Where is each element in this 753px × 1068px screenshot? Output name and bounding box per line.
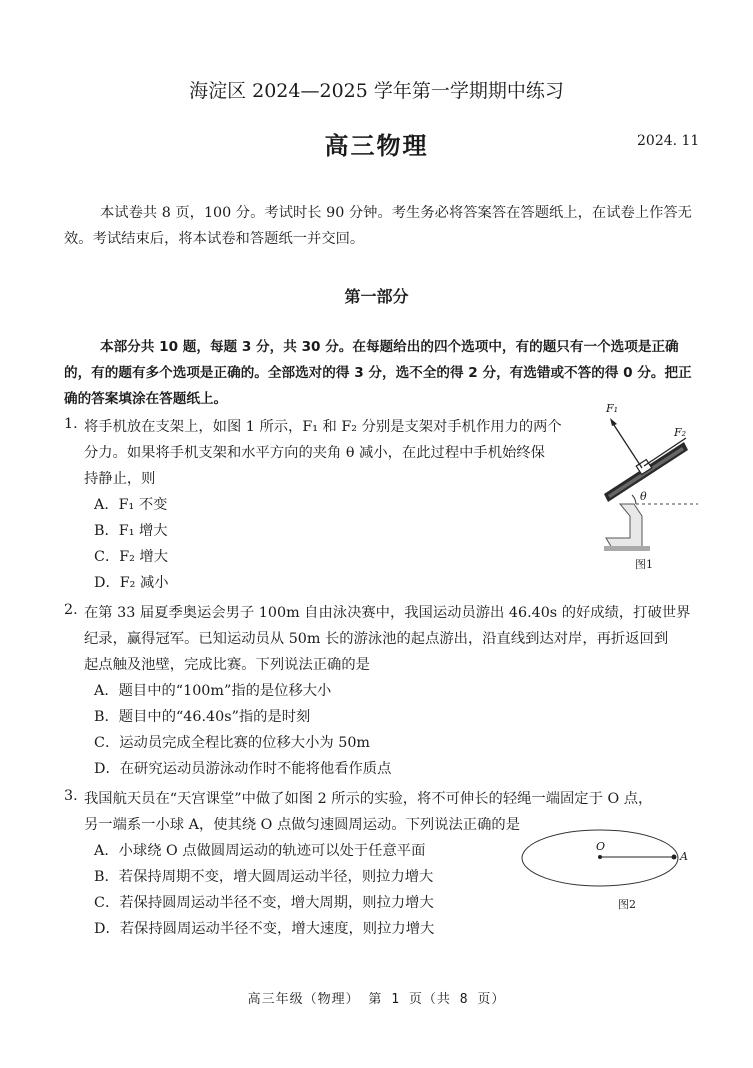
- option-d: D．F₂ 减小: [94, 575, 169, 591]
- option-b: B．若保持周期不变，增大圆周运动半径，则拉力增大: [94, 869, 434, 885]
- exam-date: 2024. 11: [637, 133, 700, 149]
- page-footer: 高三年级（物理） 第 1 页（共 8 页）: [247, 992, 506, 1007]
- question-text-line: 分力。如果将手机支架和水平方向的夹角 θ 减小，在此过程中手机始终保: [84, 445, 545, 461]
- rules-paragraph: 本部分共 10 题，每题 3 分，共 30 分。在每题给出的四个选项中，有的题只有一个选项是正确的，有的题有多个选项是正确的。全部选对的得 3 分，选不全的得 2 分，有选错或不答的得 0 分。把正确的答案填涂在答题纸上。: [64, 339, 692, 407]
- option-c: C．若保持圆周运动半径不变，增大周期，则拉力增大: [94, 895, 434, 911]
- option-d: D．在研究运动员游泳动作时不能将他看作质点: [94, 761, 392, 777]
- question-text-line: 纪录，赢得冠军。已知运动员从 50m 长的游泳池的起点游出，沿直线到达对岸，再折返回到: [84, 631, 669, 647]
- question-number: 3.: [64, 788, 78, 804]
- option-d: D．若保持圆周运动半径不变，增大速度，则拉力增大: [94, 921, 435, 937]
- exam-title: 海淀区 2024—2025 学年第一学期期中练习: [189, 80, 564, 102]
- label-theta: θ: [640, 490, 647, 503]
- option-c: C．运动员完成全程比赛的位移大小为 50m: [94, 735, 370, 751]
- label-f1: F₁: [606, 402, 619, 415]
- figure-2-circular-motion: [518, 826, 698, 916]
- question-text-line: 另一端系一小球 A，使其绕 O 点做匀速圆周运动。下列说法正确的是: [84, 817, 520, 833]
- ellipse-orbit-diagram: [518, 826, 698, 916]
- question-text-line: 将手机放在支架上，如图 1 所示，F₁ 和 F₂ 分别是支架对手机作用力的两个: [84, 419, 562, 435]
- figure-caption: 图1: [635, 558, 653, 571]
- option-c: C．F₂ 增大: [94, 549, 169, 565]
- option-b: B．题目中的“46.40s”指的是时刻: [94, 709, 311, 725]
- option-a: A．F₁ 不变: [94, 497, 168, 513]
- option-a: A．题目中的“100m”指的是位移大小: [94, 683, 332, 699]
- question-number: 1.: [64, 416, 78, 432]
- question-text-line: 在第 33 届夏季奥运会男子 100m 自由泳决赛中，我国运动员游出 46.40s 的好成绩，打破世界: [84, 605, 691, 621]
- intro-paragraph: 本试卷共 8 页，100 分。考试时长 90 分钟。考生务必将答案答在答题纸上，在试卷上作答无效。考试结束后，将本试卷和答题纸一并交回。: [64, 205, 692, 247]
- question-text-line: 我国航天员在“天宫课堂”中做了如图 2 所示的实验，将不可伸长的轻绳一端固定于 O 点，: [84, 791, 653, 807]
- figure-1-phone-stand: [590, 398, 700, 574]
- label-f2: F₂: [674, 426, 687, 439]
- subject-title: 高三物理: [324, 131, 429, 160]
- option-b: B．F₁ 增大: [94, 523, 168, 539]
- question-text-line: 持静止，则: [84, 471, 156, 487]
- label-o: O: [596, 840, 606, 853]
- label-a: A: [680, 850, 688, 863]
- phone-stand-diagram: [590, 398, 700, 574]
- option-a: A．小球绕 O 点做圆周运动的轨迹可以处于任意平面: [94, 843, 426, 859]
- part-title: 第一部分: [344, 287, 409, 306]
- question-number: 2.: [64, 602, 78, 618]
- question-text-line: 起点触及池壁，完成比赛。下列说法正确的是: [84, 657, 370, 673]
- figure-caption: 图2: [618, 898, 636, 911]
